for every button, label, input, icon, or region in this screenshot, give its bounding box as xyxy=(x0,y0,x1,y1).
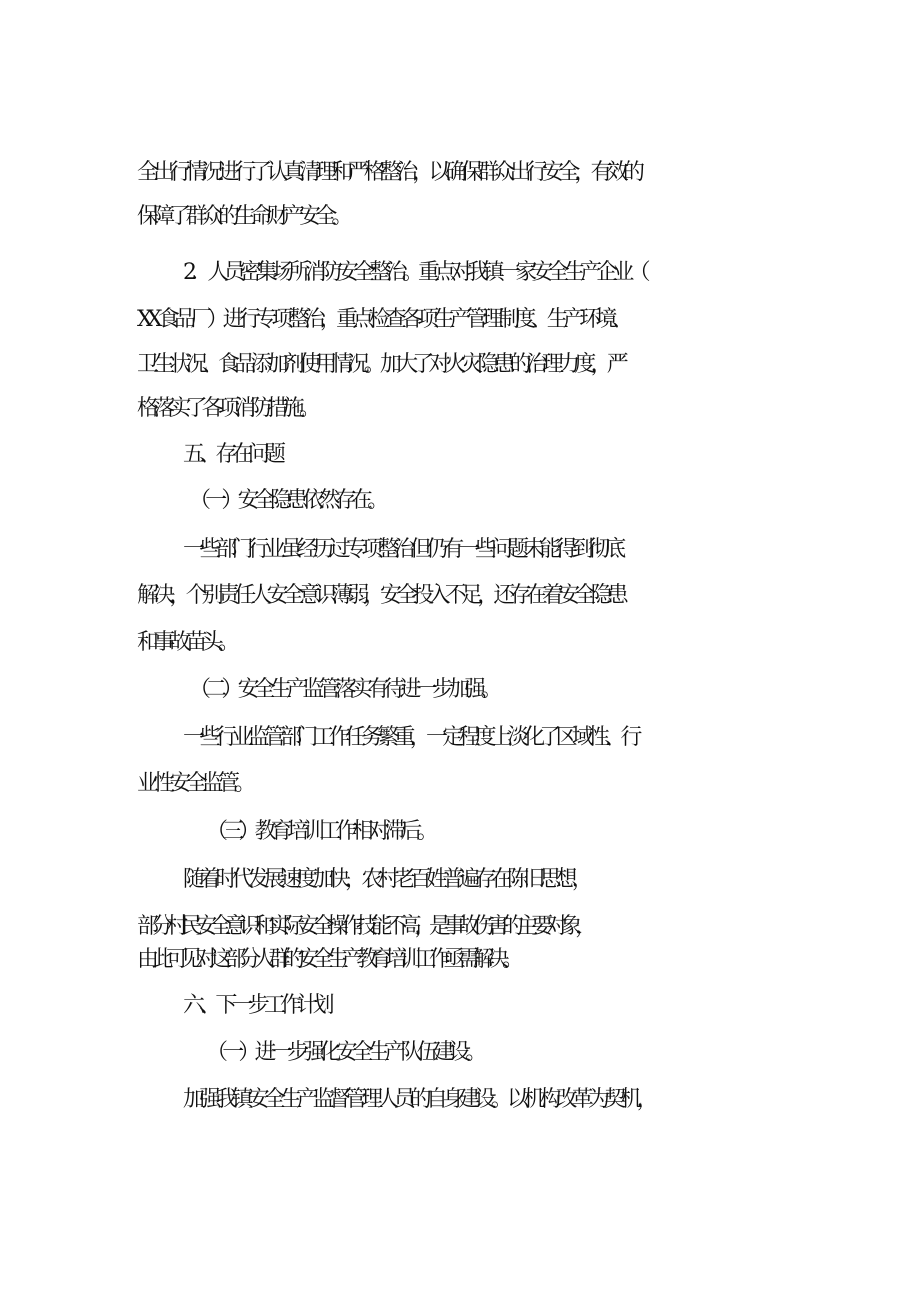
subsection-heading: （一）进一步强化安全生产队伍建设。 xyxy=(206,1040,482,1065)
subsection-heading: （三）教育培训工作相对滞后。 xyxy=(206,819,433,844)
paragraph-line: 和事故苗头。 xyxy=(137,630,235,655)
subsection-heading: （二）安全生产监管落实有待进一步加强。 xyxy=(189,677,497,702)
paragraph-line: 一些部门行业虽经历过专项整治但仍有一些问题未能得到彻底 xyxy=(183,537,621,562)
paragraph-line: 格落实了各项消防措施。 xyxy=(137,396,316,421)
paragraph-line: 全出行情况进行了认真清理和严格整治，以确保群众出行安全，有效的 xyxy=(137,160,640,185)
section-heading: 六、下一步工作计划 xyxy=(183,993,329,1018)
paragraph-line: 随着时代发展速度加快，农村老百姓普遍存在陈旧思想， xyxy=(183,867,589,892)
paragraph-line: 解决，个别责任人安全意识薄弱，安全投入不足，还存在着安全隐患 xyxy=(137,583,624,608)
paragraph-line: 一些行业监管部门工作任务繁重，一定程度上淡化了区域性、行 xyxy=(183,725,637,750)
paragraph-line: 由此可见对这部分人群的安全生产教育培训工作亟需解决。 xyxy=(137,947,517,972)
paragraph-line: 加强我镇安全生产监督管理人员的自身建设。以机构改革为契机， xyxy=(183,1087,653,1112)
section-heading: 五、存在问题 xyxy=(183,442,281,467)
paragraph-line: 部分村民安全意识和实际安全操作技能不高，是事故伤害的主要对象， xyxy=(137,914,590,939)
paragraph-line: 保障了群众的生命财产安全。 xyxy=(137,204,348,229)
paragraph-line: XX 食品厂）进行专项整治，重点检查各项生产管理制度、生产环境、 xyxy=(137,307,628,332)
paragraph-line: 业性安全监管。 xyxy=(137,771,251,796)
subsection-heading: （一）安全隐患依然存在。 xyxy=(189,488,384,513)
list-item-heading: 2．人员密集场所消防安全整治。重点对我镇一家安全生产企业（ xyxy=(183,260,645,285)
paragraph-line: 卫生状况、食品添加剂使用情况。加大了对火灾隐患的治理力度，严 xyxy=(137,352,624,377)
